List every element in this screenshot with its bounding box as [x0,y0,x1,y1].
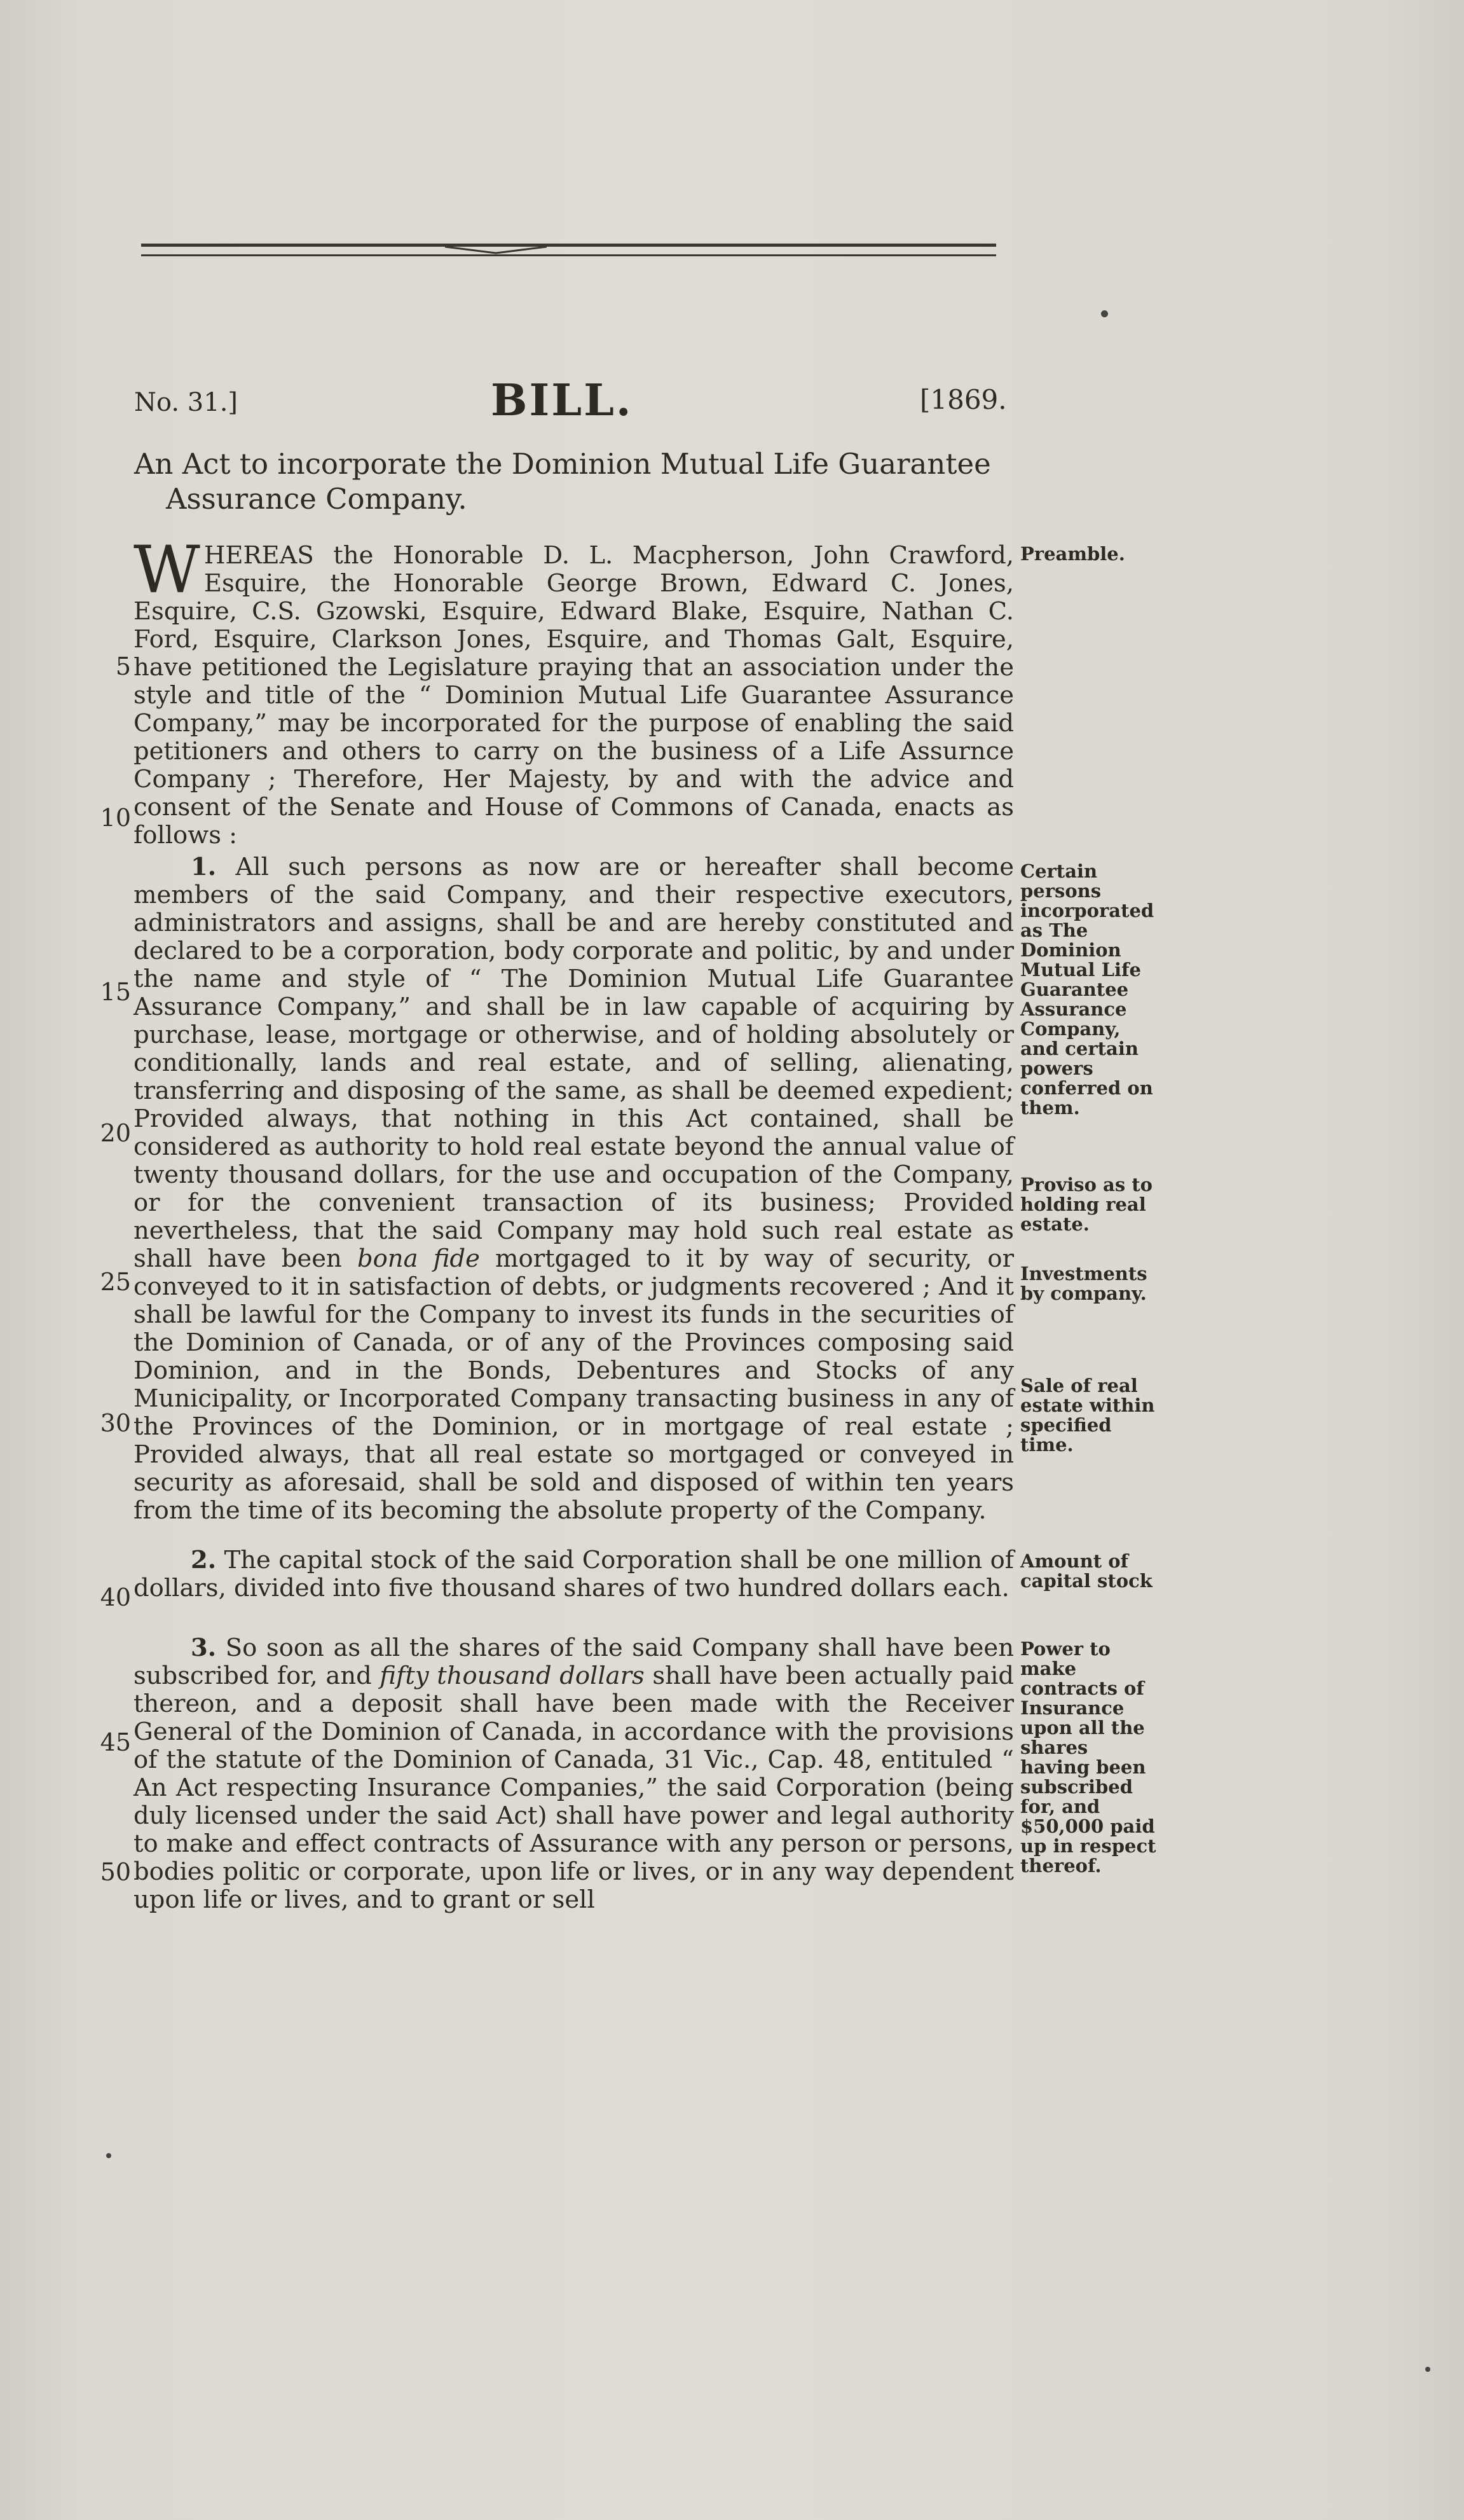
margin-note-preamble: Preamble. [1020,543,1125,565]
ink-speck [1101,310,1108,317]
line-number: 45 [100,1728,131,1756]
line-number: 10 [100,804,131,832]
bill-heading: BILL. [491,375,633,426]
bottom-rule [141,254,996,256]
top-rule [141,244,996,247]
margin-note-investments: Investments by company. [1020,1263,1147,1304]
section-3-text-b: shall have been actually paid thereon, and a deposit shall have been made with the Receiver General of the Dominion of Canada, in accordance with the provisions of the statute of the Dominion of Canada, 31 Vic., Cap. 48, entituled “ An Act respecting Insurance Companies,” the said Corporation (being duly licensed under the said Act) shall have power and legal authority to make and effect contracts of Assurance with any person or persons, bodies politic or corporate, upon life or lives, or in any way dependent upon life or lives, and to grant or sell [133,1662,1014,1914]
margin-note-capital: Amount of capital stock [1020,1550,1153,1592]
bill-number: No. 31.] [134,388,238,417]
margin-note-proviso: Proviso as to holding real estate. [1020,1174,1153,1235]
section-1-text-b: mortgaged to it by way of security, or conveyed to it in satisfaction of debts, or judgments recovered ; And it shall be lawful for the Company to invest its funds in the securities of the Dominion of Canada, or of any of the Provinces composing said Dominion, and in the Bonds, Debentures and Stocks of any Municipality, or Incorporated Company transacting business in any of the Provinces of the Dominion, or in mortgage of real estate ; Provided always, that all real estate so mortgaged or conveyed in security as aforesaid, shall be sold and disposed of within ten years from the time of its becoming the absolute property of the Company. [133,1244,1015,1525]
line-number: 5 [115,652,131,680]
section-1-paragraph [133,853,1014,1525]
act-title-line-2: Assurance Company. [166,482,467,516]
preamble-text: HEREAS the Honorable D. L. Macpherson, John Crawford, Esquire, the Honorable George Brown, Edward C. Jones, Esquire, C.S. Gzowski, Esquire, Edward Blake, Esquire, Nathan C. Ford, Esquire, Clarkson Jones, Esquire, and Thomas Galt, Esquire, have petitioned the Legislature praying that an association under the style and title of the “ Dominion Mutual Life Guarantee Assurance Company,” may be incorporated for the purpose of enabling the said petitioners and others to carry on the business of a Life Assurnce Company ; Therefore, Her Majesty, by and with the advice and consent of the Senate and House of Commons of Canada, enacts as follows : [133,541,1014,850]
margin-note-sale: Sale of real estate within specified time. [1020,1375,1155,1456]
line-number: 20 [100,1119,131,1147]
bill-year: [1869. [920,384,1007,415]
margin-note-certain-persons: Certain persons incorporated as The Dominion Mutual Life Guarantee Assurance Company, and certain powers conferred on them. [1020,860,1154,1119]
section-2-text: The capital stock of the said Corporation shall be one million of dollars, divided into five thousand shares of two hundred dollars each. [133,1546,1014,1602]
drop-cap: W [133,532,200,608]
section-number: 3. [191,1634,217,1662]
preamble-paragraph [133,532,1014,850]
line-number: 15 [100,978,131,1006]
section-number: 1. [191,853,217,881]
act-title-line-1: An Act to incorporate the Dominion Mutual Life Guarantee [134,447,991,481]
margin-note-power: Power to make contracts of Insurance upon all the shares having been subscribed for, and $50,000 paid up in respect thereof. [1020,1638,1156,1876]
line-number: 25 [100,1268,131,1296]
ink-speck [1425,2367,1430,2372]
section-3-paragraph [133,1634,1014,1914]
act-title [134,446,1011,516]
ink-speck [106,2153,111,2158]
rule-ornament [445,247,547,254]
line-number: 50 [100,1858,131,1886]
section-3-italic: fifty thousand dollars [380,1662,645,1690]
section-1-text-a: All such persons as now are or hereafter shall become members of the said Company, and their respective executors, administrators and assigns, shall be and are hereby constituted and declared to be a corporation, body corporate and politic, by and under the name and style of “ The Dominion Mutual Life Guarantee Assurance Company,” and shall be in law capable of acquiring by purchase, lease, mortgage or otherwise, and of holding absolutely or conditionally, lands and real estate, and of selling, alienating, transferring and disposing of the same, as shall be deemed expedient; Provided always, that nothing in this Act contained, shall be considered as authority to hold real estate beyond the annual value of twenty thousand dollars, for the use and occupation of the Company, or for the convenient transaction of its business; Provided nevertheless, that the said Company may hold such real estate as shall have been [133,853,1014,1273]
section-1-italic: bona fide [357,1244,480,1273]
section-2-paragraph [133,1546,1014,1602]
line-number: 40 [100,1583,131,1611]
section-3-text-a: So soon as all the shares of the said Company shall have been subscribed for, and [133,1634,1014,1690]
line-number: 30 [100,1409,131,1437]
section-number: 2. [191,1546,217,1574]
